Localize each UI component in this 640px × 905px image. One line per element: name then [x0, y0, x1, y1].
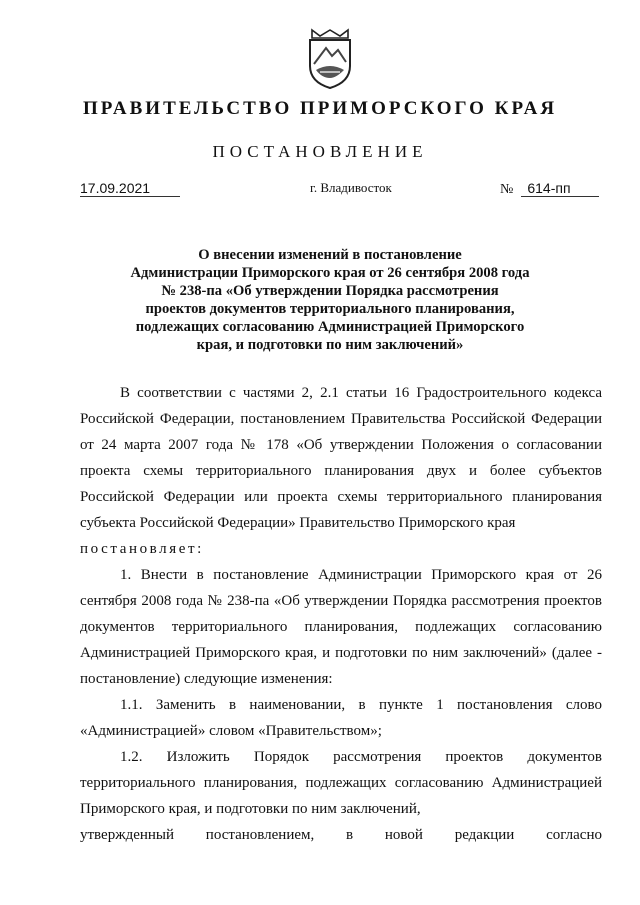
number-value: 614-пп — [521, 180, 599, 197]
title-line: Администрации Приморского края от 26 сентября 2008 года — [130, 265, 530, 281]
resolves-word: постановляет: — [80, 541, 204, 557]
number-label: № — [500, 182, 514, 197]
title-line: О внесении изменений в постановление — [198, 247, 462, 263]
document-body — [80, 380, 602, 848]
title-line: края, и подготовки по ним заключений» — [196, 337, 464, 353]
document-city: г. Владивосток — [310, 180, 392, 195]
title-line: проектов документов территориального планирования, — [145, 301, 515, 317]
clause-1-paragraph: 1. Внести в постановление Администрации Приморского края от 26 сентября 2008 года № 238-па «Об утверждении Порядка рассмотрения проектов документов территориального планирования, подлежащих согласованию Администрацией Приморского края, и подготовки по ним заключений» (далее - постановление) следующие изменения: — [80, 567, 602, 687]
preamble-paragraph: В соответствии с частями 2, 2.1 статьи 16 Градостроительного кодекса Российской Федерации, постановлением Правительства Российской Федерации от 24 марта 2007 года № 178 «Об утверждении Положения о согласовании проекта схемы территориального планирования двух и более субъектов Российской Федерации или проекта схемы территориального планирования субъекта Российской Федерации» Правительство Приморского края — [80, 385, 602, 531]
document-meta-row — [80, 180, 600, 202]
title-line: № 238-па «Об утверждении Порядка рассмотрения — [161, 283, 499, 299]
government-title: ПРАВИТЕЛЬСТВО ПРИМОРСКОГО КРАЯ — [82, 98, 558, 119]
coat-of-arms-emblem — [302, 26, 358, 90]
title-line: подлежащих согласованию Администрацией Приморского — [135, 319, 525, 335]
document-type: ПОСТАНОВЛЕНИЕ — [212, 142, 428, 161]
document-date: 17.09.2021 — [80, 180, 180, 197]
document-number — [500, 180, 599, 198]
clause-1-2-last-line: утвержденный постановлением, в новой редакции согласно — [80, 827, 602, 843]
clause-1-2-paragraph: 1.2. Изложить Порядок рассмотрения проектов документов территориального планирования, подлежащих согласованию Администрацией Приморского края, и подготовки по ним заключений, — [80, 749, 602, 817]
clause-1-1-paragraph: 1.1. Заменить в наименовании, в пункте 1 постановления слово «Администрацией» словом «Правительством»; — [80, 697, 602, 739]
document-title — [110, 246, 550, 354]
